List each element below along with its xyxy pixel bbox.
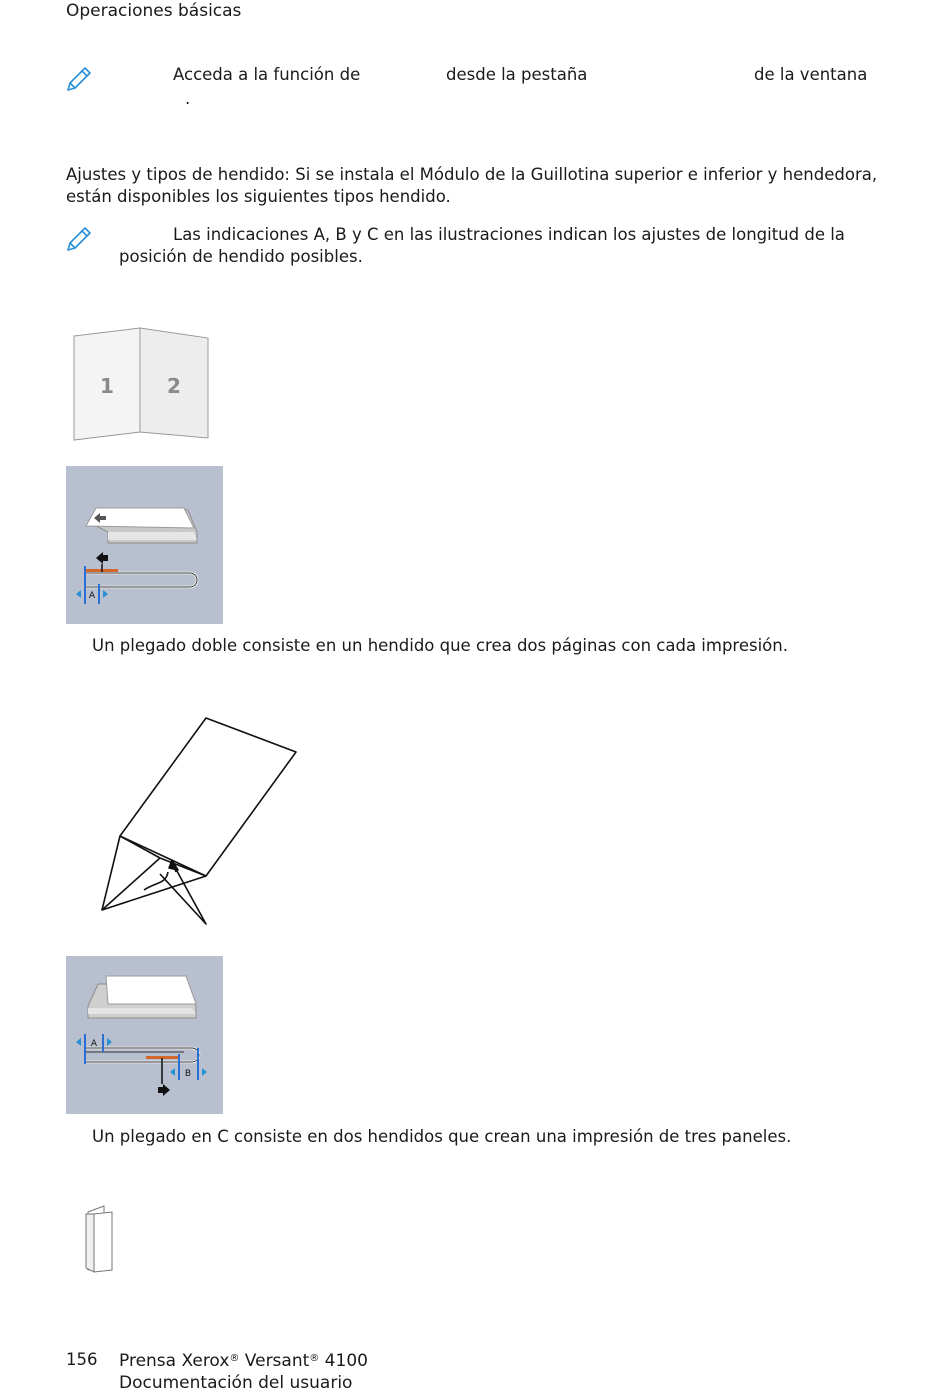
page-number: 156 <box>66 1350 98 1369</box>
dimension-label: A <box>88 591 96 601</box>
page-number-label: 1 <box>100 374 114 398</box>
fold1-caption: Un plegado doble consiste en un hendido que crea dos páginas con cada impresión. <box>92 636 788 655</box>
intro-line-2: están disponibles los siguientes tipos hendido. <box>66 187 451 206</box>
pencil-note-icon <box>64 224 94 254</box>
tri-fold-illustration <box>82 1204 118 1276</box>
open-booklet-illustration <box>68 322 216 446</box>
page-number-label: 2 <box>167 374 181 398</box>
intro-line-1: Ajustes y tipos de hendido: Si se instala el Módulo de la Guillotina superior e inferior y hendedora, <box>66 165 878 184</box>
footer-product-name: Prensa Xerox® Versant® 4100 <box>119 1351 368 1371</box>
pencil-note-icon <box>64 64 94 94</box>
fold2-caption: Un plegado en C consiste en dos hendidos que crean una impresión de tres paneles. <box>92 1127 792 1146</box>
dimension-label: A <box>90 1039 98 1049</box>
note1-text-part1: Acceda a la función de <box>173 65 361 84</box>
note1-text-tail: . <box>185 89 191 108</box>
note2-line-2: posición de hendido posibles. <box>119 247 363 266</box>
c-fold-crease-diagram <box>66 956 223 1114</box>
dimension-label: B <box>184 1069 192 1079</box>
bi-fold-crease-diagram <box>66 466 223 624</box>
footer-doc-title: Documentación del usuario <box>119 1373 353 1393</box>
note2-line-1: Las indicaciones A, B y C en las ilustraciones indican los ajustes de longitud de la <box>173 225 845 244</box>
note1-text-part2: desde la pestaña <box>446 65 588 84</box>
c-fold-sketch-illustration <box>96 712 302 934</box>
note1-text-part3: de la ventana <box>754 65 868 84</box>
section-title: Operaciones básicas <box>66 1 242 21</box>
